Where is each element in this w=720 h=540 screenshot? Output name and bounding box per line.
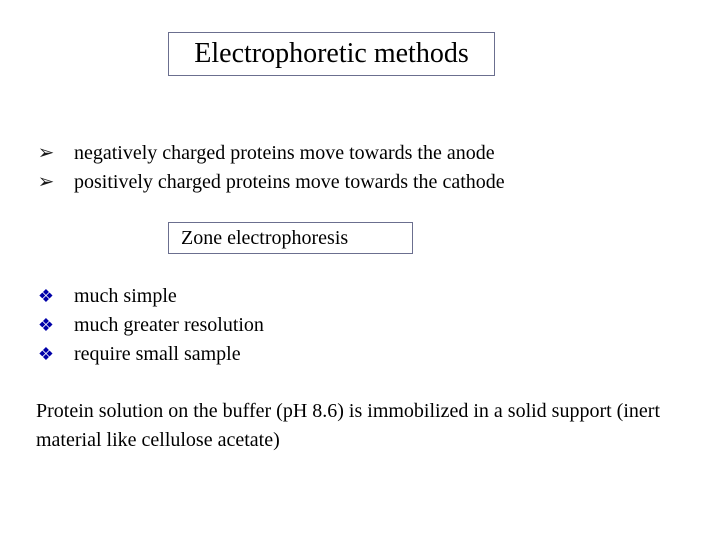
list-item-text: much simple [74, 285, 177, 307]
list-item [36, 168, 505, 197]
list-item-text: negatively charged proteins move towards the anode [74, 142, 495, 164]
movement-list [36, 139, 505, 197]
diamond-bullet-icon: ❖ [37, 315, 55, 335]
list-item [36, 340, 264, 369]
section-heading [168, 222, 413, 254]
advantages-list [36, 282, 264, 369]
section-heading-text: Zone electrophoresis [181, 226, 349, 249]
list-item-text: much greater resolution [74, 314, 264, 336]
body-paragraph: Protein solution on the buffer (pH 8.6) is immobilized in a solid support (inert material like cellulose acetate) [36, 400, 660, 451]
list-item [36, 311, 264, 340]
arrowhead-bullet-icon: ➢ [37, 171, 55, 193]
diamond-bullet-icon: ❖ [37, 344, 55, 364]
list-item [36, 139, 505, 168]
arrowhead-bullet-icon: ➢ [37, 142, 55, 164]
list-item-text: positively charged proteins move towards the cathode [74, 171, 505, 193]
diamond-bullet-icon: ❖ [37, 286, 55, 306]
list-item-text: require small sample [74, 343, 241, 365]
slide-title [168, 32, 495, 76]
list-item [36, 282, 264, 311]
slide-title-text: Electrophoretic methods [194, 38, 469, 69]
